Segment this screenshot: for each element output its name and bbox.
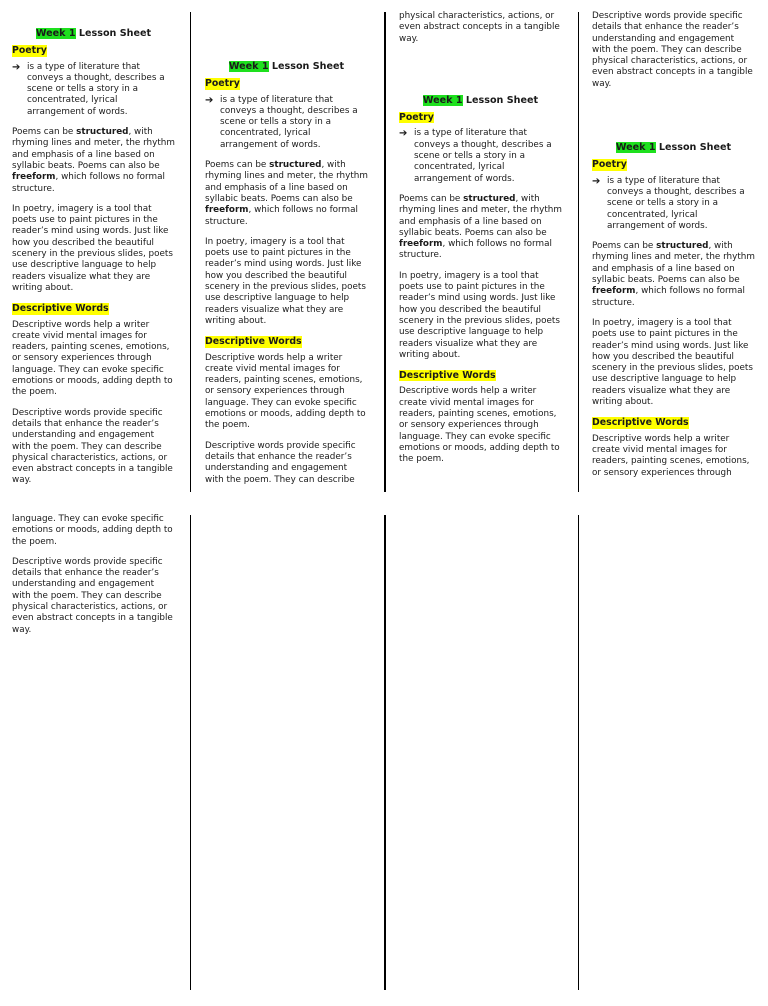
structured-text-2: , with rhyming lines and meter, the rhythm and emphasis of a line based on syllabic beats. Poems can also be [592, 241, 755, 286]
definition-text: is a type of literature that conveys a thought, describes a scene or tells a story in a concentrated, lyrical arrangement of words. [220, 94, 358, 150]
arrow-right-icon: ➔ [592, 175, 601, 187]
freeform-bold: freeform [205, 205, 249, 216]
arrow-right-icon: ➔ [12, 61, 21, 73]
lesson-title [399, 95, 562, 106]
structured-bold: structured [463, 193, 516, 204]
descriptive-paragraph-2-partial: Descriptive words provide specific details that enhance the reader’s understanding and engagement with the poem. They can describe [205, 440, 356, 485]
title-text: Lesson Sheet [658, 142, 732, 154]
arrow-right-icon: ➔ [399, 128, 408, 140]
descriptive-paragraph-1: Descriptive words help a writer create vivid mental images for readers, painting scenes, emotions, or sensory experiences through language. They can evoke specific emotions or moods, adding depth to the poem. [12, 319, 173, 398]
structured-text-1: Poems can be [205, 160, 270, 171]
definition-text: is a type of literature that conveys a thought, describes a scene or tells a story in a concentrated, lyrical arrangement of words. [414, 128, 552, 184]
structured-text-3: , which follows no formal structure. [205, 205, 358, 227]
descriptive-heading: Descriptive Words [399, 370, 496, 382]
descriptive-heading: Descriptive Words [205, 336, 302, 348]
lesson-column-1 [12, 28, 175, 496]
poetry-heading: Poetry [205, 78, 240, 90]
lesson-column-2 [205, 61, 368, 495]
imagery-paragraph: In poetry, imagery is a tool that poets use to paint pictures in the reader’s mind using words. Just like how you described the beautiful scenery in the previous slides, poets use descriptive language to help readers visualize what they are writing about. [399, 270, 560, 360]
definition-text: is a type of literature that conveys a thought, describes a scene or tells a story in a concentrated, lyrical arrangement of words. [27, 61, 165, 117]
continued-fragment: physical characteristics, actions, or even abstract concepts in a tangible way. [399, 11, 560, 44]
week-badge: Week 1 [422, 94, 463, 106]
descriptive-paragraph-2: Descriptive words provide specific details that enhance the reader’s understanding and engagement with the poem. They can describe physical characteristics, actions, or even abstract concepts in a tangible way. [12, 407, 173, 486]
descriptive-paragraph-1: Descriptive words help a writer create vivid mental images for readers, painting scenes, emotions, or sensory experiences through language. They can evoke specific emotions or moods, adding depth to the poem. [399, 386, 560, 465]
structured-text-2: , with rhyming lines and meter, the rhythm and emphasis of a line based on syllabic beats. Poems can also be [205, 160, 368, 204]
structured-paragraph [399, 194, 562, 262]
definition-text: is a type of literature that conveys a thought, describes a scene or tells a story in a concentrated, lyrical arrangement of words. [607, 175, 745, 231]
week-badge: Week 1 [615, 142, 656, 154]
structured-text-3: , which follows no formal structure. [592, 286, 745, 308]
structured-paragraph [592, 241, 755, 309]
column-divider-2 [384, 12, 386, 492]
structured-text-2: , with rhyming lines and meter, the rhythm and emphasis of a line based on syllabic beats. Poems can also be [399, 193, 562, 238]
column-divider-6 [578, 515, 579, 990]
week-badge: Week 1 [228, 61, 269, 72]
structured-bold: structured [76, 127, 129, 138]
structured-bold: structured [656, 241, 709, 252]
structured-text-1: Poems can be [399, 193, 464, 204]
descriptive-paragraph-2: Descriptive words provide specific details that enhance the reader’s understanding and engagement with the poem. They can describe physical characteristics, actions, or even abstract concepts in a tangible way. [12, 556, 173, 635]
lesson-title [592, 142, 755, 153]
imagery-paragraph: In poetry, imagery is a tool that poets use to paint pictures in the reader’s mind using words. Just like how you described the beautiful scenery in the previous slides, poets use descriptive language to help readers visualize what they are writing about. [205, 236, 366, 326]
column-divider-4 [190, 515, 191, 990]
freeform-bold: freeform [12, 172, 56, 183]
column-divider-5 [384, 515, 386, 990]
structured-paragraph [12, 127, 175, 195]
definition-bullet [592, 176, 755, 232]
structured-paragraph [205, 160, 368, 228]
lesson-column-4 [592, 11, 755, 488]
structured-bold: structured [269, 160, 322, 171]
arrow-right-icon: ➔ [205, 94, 214, 106]
descriptive-paragraph-1-partial: Descriptive words help a writer create vivid mental images for readers, painting scenes, emotions, or sensory experiences through [592, 433, 750, 478]
column-divider-3 [578, 12, 579, 492]
lesson-column-5 [12, 514, 175, 645]
lesson-title [205, 61, 368, 72]
lesson-column-3 [399, 11, 562, 475]
structured-text-3: , which follows no formal structure. [12, 172, 165, 194]
imagery-paragraph: In poetry, imagery is a tool that poets use to paint pictures in the reader’s mind using words. Just like how you described the beautiful scenery in the previous slides, poets use descriptive language to help readers visualize what they are writing about. [592, 317, 753, 408]
definition-bullet [205, 95, 368, 151]
structured-text-1: Poems can be [592, 241, 657, 252]
continued-fragment: language. They can evoke specific emotions or moods, adding depth to the poem. [12, 514, 173, 547]
descriptive-heading: Descriptive Words [592, 417, 689, 429]
definition-bullet [399, 128, 562, 184]
lesson-title [12, 28, 175, 39]
freeform-bold: freeform [592, 286, 636, 297]
poetry-heading: Poetry [399, 112, 434, 124]
definition-bullet [12, 62, 175, 118]
structured-text-2: , with rhyming lines and meter, the rhythm and emphasis of a line based on syllabic beats. Poems can also be [12, 127, 175, 171]
imagery-paragraph: In poetry, imagery is a tool that poets use to paint pictures in the reader’s mind using words. Just like how you described the beautiful scenery in the previous slides, poets use descriptive language to help readers visualize what they are writing about. [12, 203, 173, 293]
title-text: Lesson Sheet [271, 61, 345, 72]
descriptive-heading: Descriptive Words [12, 303, 109, 315]
structured-text-1: Poems can be [12, 127, 77, 138]
freeform-bold: freeform [399, 239, 443, 250]
week-badge: Week 1 [35, 28, 76, 39]
structured-text-3: , which follows no formal structure. [399, 239, 552, 261]
poetry-heading: Poetry [592, 159, 627, 171]
descriptive-paragraph-1: Descriptive words help a writer create vivid mental images for readers, painting scenes, emotions, or sensory experiences through language. They can evoke specific emotions or moods, adding depth to the poem. [205, 352, 366, 431]
column-divider-1 [190, 12, 191, 492]
poetry-heading: Poetry [12, 45, 47, 57]
title-text: Lesson Sheet [465, 94, 539, 106]
continued-paragraph: Descriptive words provide specific details that enhance the reader’s understanding and engagement with the poem. They can describe physical characteristics, actions, or even abstract concepts in a tangible way. [592, 11, 753, 89]
title-text: Lesson Sheet [78, 28, 152, 39]
